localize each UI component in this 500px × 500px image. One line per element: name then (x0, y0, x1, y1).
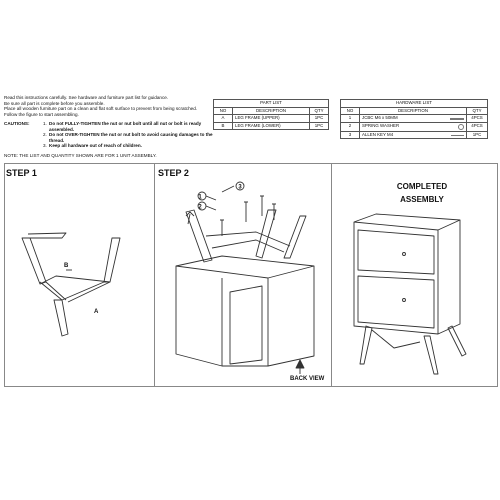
callout-2: 2 (198, 204, 202, 211)
label-a: A (94, 309, 99, 315)
step2-title: STEP 2 (158, 168, 189, 178)
hardware-list-title: HARDWARE LIST (341, 100, 488, 108)
table-cell: A (214, 115, 233, 123)
completed-line: ASSEMBLY (400, 195, 444, 204)
table-cell: 1PC (467, 131, 488, 139)
quantity-note: NOTE: THE LIST AND QUANTITY SHOWN ARE FOR 1 UNIT ASSEMBLY. (4, 153, 157, 158)
caution-number: 1. (43, 121, 47, 126)
column-header: DESCRIPTION (233, 107, 310, 115)
back-view-label: BACK VIEW (290, 376, 325, 382)
label-b: B (64, 263, 69, 269)
table-cell: 3 (341, 131, 360, 139)
intro-line: Follow the figure to start assembling. (4, 111, 79, 117)
hardware-description: ALLEN KEY M4 (362, 131, 394, 137)
callout-1: 1 (198, 194, 202, 201)
column-header: NO (341, 107, 360, 115)
nightstand-illustration (354, 214, 466, 374)
column-header: NO (214, 107, 233, 115)
cautions-label: CAUTIONS: (4, 121, 30, 126)
leg-frame-illustration (22, 233, 120, 336)
table-cell: 4PCS (467, 122, 488, 131)
caution-text: Do not OVER-TIGHTEN the nut or nut bolt to avoid causing damages to the thread. (49, 132, 213, 143)
callout-3: 3 (238, 184, 242, 191)
caution-text: Do not FULLY-TIGHTEN the nut or nut bolt until all nut or bolt is ready assembled. (49, 121, 202, 132)
part-list-title: PART LIST (214, 100, 329, 108)
step1-title: STEP 1 (6, 168, 37, 178)
table-cell: LEG FRAME (LOWER) (233, 122, 310, 130)
up-arrow-icon (296, 360, 304, 368)
caution-number: 2. (43, 132, 47, 138)
table-cell: 1 (341, 115, 360, 123)
intro-line: Place all wooden furniture part on a clean and flat soft surface to prevent from being scratched. (4, 106, 198, 112)
table-cell: 1PC (310, 122, 329, 130)
table-cell: 2 (341, 122, 360, 131)
hardware-description: SPRING WASHER (362, 122, 400, 128)
table-cell: 1PC (310, 115, 329, 123)
column-header: QTY (467, 107, 488, 115)
cabinet-back-illustration (176, 182, 314, 374)
completed-line: COMPLETED (396, 182, 448, 191)
table-cell: B (214, 122, 233, 130)
column-header: QTY (310, 107, 329, 115)
intro-line: Be sure all part is complete before you assemble. (4, 100, 105, 106)
column-header: DESCRIPTION (360, 107, 467, 115)
table-cell: 4PCS (467, 115, 488, 123)
caution-text: Keep all hardware out of reach of children. (49, 143, 142, 149)
intro-line: Read this instructions carefully. See hardware and furniture part list for guidance. (4, 95, 169, 100)
caution-number: 3. (43, 143, 47, 149)
table-cell: LEG FRAME (UPPER) (233, 115, 310, 123)
hardware-description: JCBC M6 x 50MM (362, 115, 398, 121)
